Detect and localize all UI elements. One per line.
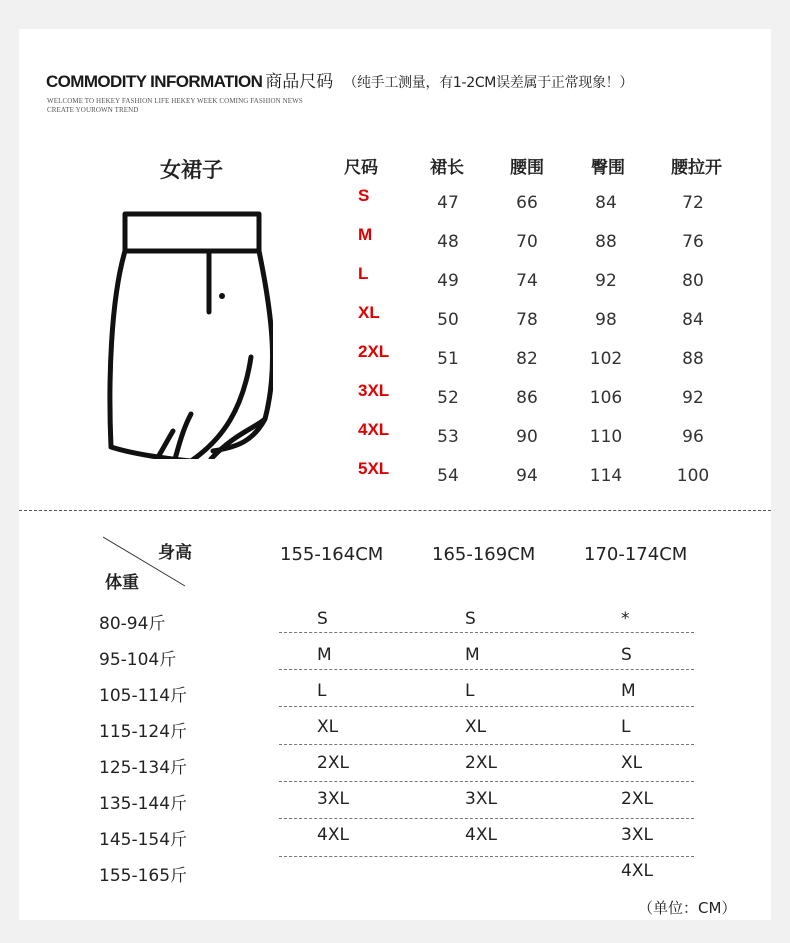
size-cell: L [317,681,327,701]
header-size: 尺码 [344,158,378,178]
length-value: 48 [437,232,459,252]
waist-stretch-value: 80 [682,271,704,291]
header-title [46,67,633,92]
weight-label: 125-134斤 [99,758,188,778]
size-cell: 4XL [621,861,653,881]
row-divider [279,669,694,670]
hip-value: 106 [589,388,623,408]
waist-value: 74 [516,271,538,291]
header-waist-stretch: 腰拉开 [671,158,722,178]
waist-stretch-value: 72 [682,193,704,213]
size-cell: XL [317,717,339,737]
row-divider [279,818,694,819]
size-cell: S [465,609,476,629]
hip-value: 92 [595,271,617,291]
size-chart-card [19,29,771,920]
length-value: 53 [437,427,459,447]
hip-value: 110 [589,427,623,447]
waist-value: 78 [516,310,538,330]
waist-value: 90 [516,427,538,447]
size-cell: 2XL [465,753,497,773]
hip-value: 88 [595,232,617,252]
size-cell: * [621,609,630,629]
size-label: 5XL [358,459,390,478]
size-label: M [358,225,373,244]
size-cell: 3XL [317,789,349,809]
size-cell: M [317,645,332,665]
length-value: 51 [437,349,459,369]
length-value: 52 [437,388,459,408]
hip-value: 98 [595,310,617,330]
height-header: 170-174CM [584,544,688,565]
size-cell: 2XL [621,789,653,809]
length-value: 54 [437,466,459,486]
size-cell: S [621,645,632,665]
weight-label: 155-165斤 [99,866,188,886]
length-value: 50 [437,310,459,330]
size-label: L [358,264,369,283]
measurement-note: （纯手工测量，有1-2CM误差属于正常现象！） [343,75,634,91]
waist-value: 86 [516,388,538,408]
weight-label: 95-104斤 [99,650,177,670]
size-label: XL [358,303,380,322]
height-header: 155-164CM [280,544,384,565]
size-cell: XL [465,717,487,737]
hip-value: 84 [595,193,617,213]
weight-label: 115-124斤 [99,722,188,742]
height-corner-label: 身高 [158,543,192,563]
weight-label: 145-154斤 [99,830,188,850]
size-cell: 4XL [317,825,349,845]
size-label: 4XL [358,420,390,439]
waist-value: 94 [516,466,538,486]
size-cell: 3XL [621,825,653,845]
row-divider [279,781,694,782]
waist-stretch-value: 92 [682,388,704,408]
header-length: 裙长 [430,158,464,178]
row-divider [279,856,694,857]
row-divider [279,632,694,633]
size-label: S [358,186,370,205]
row-divider [279,706,694,707]
size-cell: XL [621,753,643,773]
size-cell: L [621,717,631,737]
waist-value: 70 [516,232,538,252]
length-value: 49 [437,271,459,291]
skirt-icon [103,209,273,459]
waist-value: 66 [516,193,538,213]
unit-note: （单位：CM） [638,899,737,917]
waist-stretch-value: 84 [682,310,704,330]
weight-corner-label: 体重 [105,573,139,593]
section-divider [19,510,771,511]
waist-value: 82 [516,349,538,369]
size-cell: 2XL [317,753,349,773]
size-cell: S [317,609,328,629]
height-header: 165-169CM [432,544,536,565]
tagline-line-2: CREATE YOUROWN TREND [47,106,139,114]
product-name: 女裙子 [160,158,223,182]
waist-stretch-value: 88 [682,349,704,369]
header-waist: 腰围 [510,158,544,178]
size-cell: 4XL [465,825,497,845]
waist-stretch-value: 76 [682,232,704,252]
size-cell: 3XL [465,789,497,809]
size-cell: L [465,681,475,701]
length-value: 47 [437,193,459,213]
hip-value: 102 [589,349,623,369]
header-hip: 臀围 [591,158,625,178]
weight-label: 105-114斤 [99,686,188,706]
size-label: 3XL [358,381,390,400]
size-cell: M [621,681,636,701]
title-english: COMMODITY INFORMATION [46,72,263,91]
weight-label: 80-94斤 [99,614,166,634]
waist-stretch-value: 96 [682,427,704,447]
title-chinese: 商品尺码 [265,72,334,92]
waist-stretch-value: 100 [676,466,710,486]
row-divider [279,744,694,745]
hip-value: 114 [589,466,623,486]
size-label: 2XL [358,342,390,361]
weight-label: 135-144斤 [99,794,188,814]
tagline-line-1: WELCOME TO HEKEY FASHION LIFE HEKEY WEEK COMING FASHION NEWS [47,97,303,105]
size-cell: M [465,645,480,665]
